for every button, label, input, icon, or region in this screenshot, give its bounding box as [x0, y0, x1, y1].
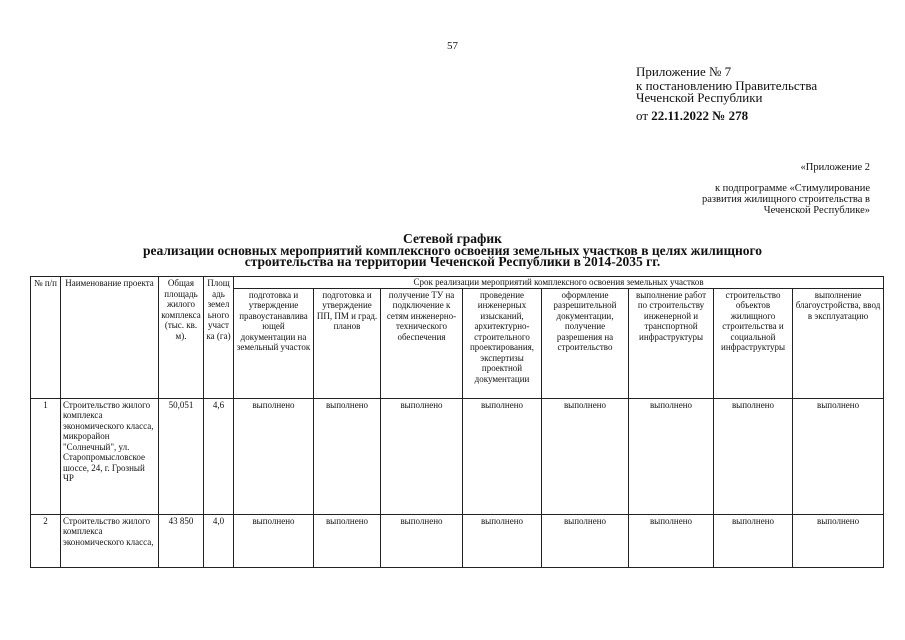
header-stage-1: подготовка и утверждение правоустанавливающей документации на земельный участок	[234, 288, 314, 398]
row-status: выполнено	[463, 398, 542, 514]
header-num: № п/п	[31, 277, 61, 399]
date-prefix: от	[636, 108, 649, 123]
date-number: 22.11.2022 № 278	[651, 108, 749, 123]
header-group: Срок реализации мероприятий комплексного освоения земельных участков	[234, 277, 884, 289]
appendix-2-title: «Приложение 2	[800, 162, 870, 173]
row-status: выполнено	[542, 398, 629, 514]
header-stage-8: выполнение благоустройства, ввод в эксплуатацию	[793, 288, 884, 398]
appendix-7-line2: к постановлению Правительства	[636, 78, 818, 93]
row-area: 43 850	[159, 514, 204, 567]
appendix-2-line4: Чеченской Республике»	[763, 205, 870, 216]
header-stage-3: получение ТУ на подключение к сетям инженерно-технического обеспечения	[381, 288, 463, 398]
row-status: выполнено	[463, 514, 542, 567]
appendix-2-line2: к подпрограмме «Стимулирование	[714, 183, 870, 194]
row-status: выполнено	[629, 514, 714, 567]
header-name: Наименование проекта	[61, 277, 159, 399]
header-stage-7: строительство объектов жилищного строительства и социальной инфраструктуры	[714, 288, 793, 398]
row-status: выполнено	[542, 514, 629, 567]
title-line-3: строительства на территории Чеченской Республики в 2014-2035 гг.	[244, 254, 661, 269]
appendix-7-date	[636, 110, 817, 122]
row-num: 2	[31, 514, 61, 567]
row-plot: 4,0	[204, 514, 234, 567]
title-line-1: Сетевой график	[403, 231, 502, 246]
header-stage-2: подготовка и утверждение ПП, ПМ и град. планов	[314, 288, 381, 398]
row-status: выполнено	[793, 514, 884, 567]
row-name: Строительство жилого комплекса экономического класса, микрорайон "Солнечный", ул. Старопромысловское шоссе, 24, г. Грозный ЧР	[61, 398, 159, 514]
header-stage-4: проведение инженерных изысканий, архитектурно-строительного проектирования, экспертизы проектной документации	[463, 288, 542, 398]
schedule-table	[30, 276, 884, 568]
document-title	[0, 233, 905, 268]
table-row	[31, 514, 884, 567]
header-stage-6: выполнение работ по строительству инженерной и транспортной инфраструктуры	[629, 288, 714, 398]
appendix-7-title: Приложение № 7	[636, 64, 732, 79]
header-plot: Площадь земельного участка (га)	[204, 277, 234, 399]
row-status: выполнено	[234, 514, 314, 567]
row-status: выполнено	[381, 514, 463, 567]
appendix-7-line3: Чеченской Республики	[636, 90, 763, 105]
page-number: 57	[447, 40, 458, 52]
table-row	[31, 398, 884, 514]
row-num: 1	[31, 398, 61, 514]
header-stage-5: оформление разрешительной документации, получение разрешения на строительство	[542, 288, 629, 398]
row-status: выполнено	[793, 398, 884, 514]
appendix-2-line3: развития жилищного строительства в	[702, 194, 870, 205]
header-row	[31, 277, 884, 289]
header-area: Общая площадь жилого комплекса (тыс. кв. м).	[159, 277, 204, 399]
row-status: выполнено	[314, 398, 381, 514]
row-status: выполнено	[714, 398, 793, 514]
row-status: выполнено	[234, 398, 314, 514]
row-status: выполнено	[381, 398, 463, 514]
row-status: выполнено	[314, 514, 381, 567]
appendix-2-header	[702, 162, 870, 216]
title-line-2: реализации основных мероприятий комплексного освоения земельных участков в целях жилищного	[142, 242, 763, 258]
row-status: выполнено	[629, 398, 714, 514]
row-area: 50,051	[159, 398, 204, 514]
row-plot: 4,6	[204, 398, 234, 514]
appendix-7-header	[636, 66, 817, 122]
row-name: Строительство жилого комплекса экономического класса,	[61, 514, 159, 567]
row-status: выполнено	[714, 514, 793, 567]
